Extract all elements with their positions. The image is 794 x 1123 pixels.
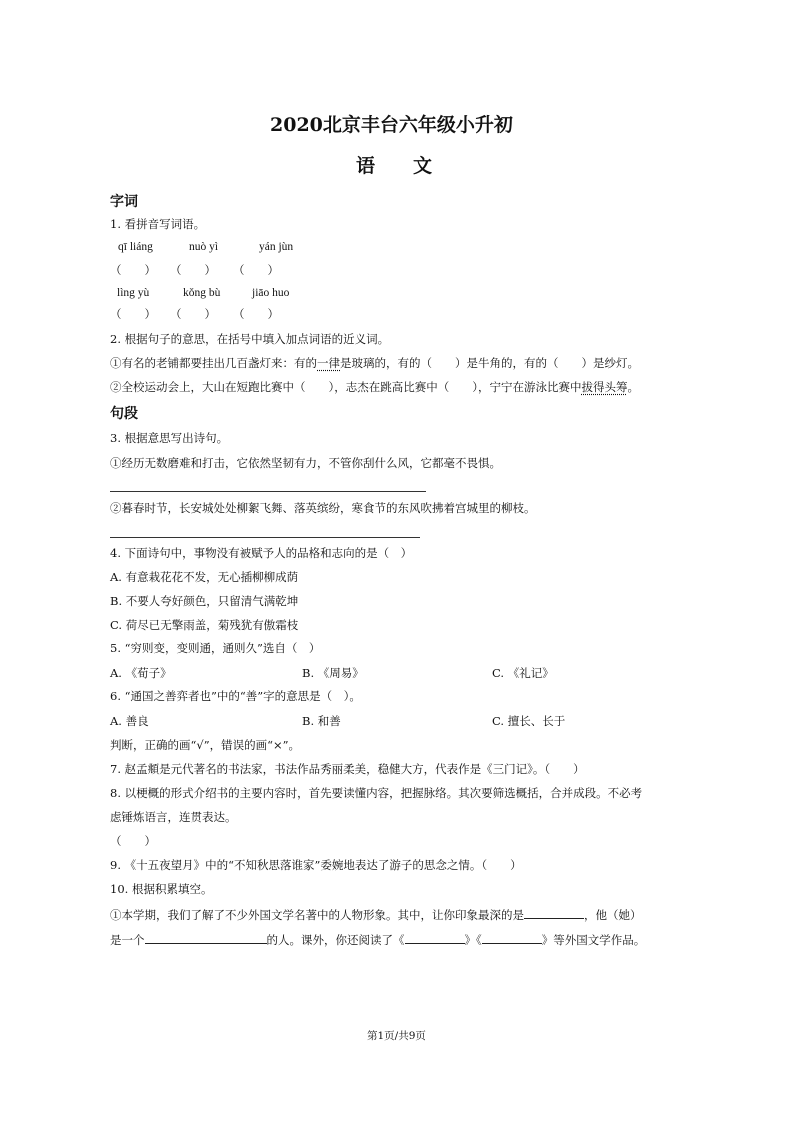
option-c: C. 擅长、长于 [492, 714, 566, 728]
sentence-text: 是一个 [110, 933, 145, 947]
dotted-word: 一律 [317, 356, 340, 370]
question-3-item-2: ②暮春时节，长安城处处柳絮飞舞、落英缤纷，寒食节的东风吹拂着宫城里的柳枝。 [110, 501, 536, 515]
sentence-text: 是玻璃的，有的（ ）是牛角的，有的（ ）是纱灯。 [340, 356, 639, 370]
question-8-line-1: 8. 以梗概的形式介绍书的主要内容时，首先要读懂内容，把握脉络。其次要筛选概括，合并成段。不必考 [110, 786, 643, 800]
question-8-line-2: 虑锤炼语言，连贯表达。 [110, 810, 237, 824]
section-heading-words: 字词 [110, 194, 138, 210]
option-b: B. 《周易》 [302, 666, 364, 680]
sentence-text: ①本学期，我们了解了不少外国文学名著中的人物形象。其中，让你印象最深的是 [110, 908, 524, 922]
option-a: A. 有意栽花花不发，无心插柳柳成荫 [110, 570, 299, 584]
pinyin-1: qī liáng [118, 241, 153, 253]
answer-bracket: （ ） [233, 263, 279, 277]
answer-bracket: （ ） [170, 263, 216, 277]
subject-title: 语 文 [356, 155, 433, 177]
sentence-text: ①有名的老铺都要挂出几百盏灯来：有的 [110, 356, 317, 370]
question-9: 9. 《十五夜望月》中的“不知秋思落谁家”委婉地表达了游子的思念之情。（ ） [110, 858, 522, 872]
pinyin-4: lìng yù [117, 287, 150, 299]
judge-instructions: 判断，正确的画“√”，错误的画“×”。 [110, 738, 300, 752]
option-a: A. 善良 [110, 714, 149, 728]
option-b: B. 不要人夸好颜色，只留清气满乾坤 [110, 594, 299, 608]
option-c: C. 荷尽已无擎雨盖，菊残犹有傲霜枝 [110, 618, 299, 632]
option-a: A. 《荀子》 [110, 666, 172, 680]
answer-line [110, 537, 420, 538]
option-b: B. 和善 [302, 714, 341, 728]
fill-blank[interactable] [405, 931, 465, 944]
pinyin-5: kǒng bù [183, 287, 221, 299]
section-heading-sentences: 句段 [110, 406, 138, 422]
question-4-stem: 4. 下面诗句中，事物没有被赋予人的品格和志向的是（ ） [110, 546, 413, 560]
pinyin-2: nuò yì [189, 241, 219, 253]
question-5-stem: 5. “穷则变，变则通，通则久”选自（ ） [110, 641, 321, 655]
fill-blank[interactable] [482, 931, 542, 944]
question-8-bracket: （ ） [110, 834, 156, 848]
question-10-line-1 [110, 906, 642, 922]
fill-blank[interactable] [524, 906, 584, 919]
question-2-sentence-1 [110, 356, 639, 370]
dotted-word: 拔得头筹 [581, 380, 628, 394]
sentence-text: 》等外国文学作品。 [541, 933, 646, 947]
option-c: C. 《礼记》 [492, 666, 554, 680]
sentence-text: 》《 [464, 933, 482, 947]
fill-blank[interactable] [145, 931, 267, 944]
sentence-text: ，他（她） [584, 908, 642, 922]
answer-bracket: （ ） [170, 307, 216, 321]
question-3-stem: 3. 根据意思写出诗句。 [110, 431, 229, 445]
answer-line [110, 491, 426, 492]
question-3-item-1: ①经历无数磨难和打击，它依然坚韧有力，不管你刮什么风，它都毫不畏惧。 [110, 456, 501, 470]
sentence-text: 的人。课外，你还阅读了《 [266, 933, 405, 947]
pinyin-6: jiāo huo [252, 287, 290, 299]
question-2-stem: 2. 根据句子的意思，在括号中填入加点词语的近义词。 [110, 332, 390, 346]
answer-bracket: （ ） [233, 307, 279, 321]
question-2-sentence-2 [110, 380, 639, 394]
sentence-text: 。 [627, 380, 639, 394]
page-title: 2020北京丰台六年级小升初 [270, 114, 513, 136]
question-10-line-2 [110, 931, 645, 947]
page-number: 第1页/共9页 [367, 1030, 426, 1042]
answer-bracket: （ ） [110, 307, 156, 321]
question-10-stem: 10. 根据积累填空。 [110, 882, 213, 896]
question-6-stem: 6. “通国之善弈者也”中的“善”字的意思是（ ）。 [110, 689, 361, 703]
question-7: 7. 赵孟頫是元代著名的书法家，书法作品秀丽柔美，稳健大方，代表作是《三门记》。（ ） [110, 762, 585, 776]
answer-bracket: （ ） [110, 263, 156, 277]
pinyin-3: yán jùn [259, 241, 294, 253]
sentence-text: ②全校运动会上，大山在短跑比赛中（ ），志杰在跳高比赛中（ ），宁宁在游泳比赛中 [110, 380, 582, 394]
question-1-stem: 1. 看拼音写词语。 [110, 217, 206, 231]
